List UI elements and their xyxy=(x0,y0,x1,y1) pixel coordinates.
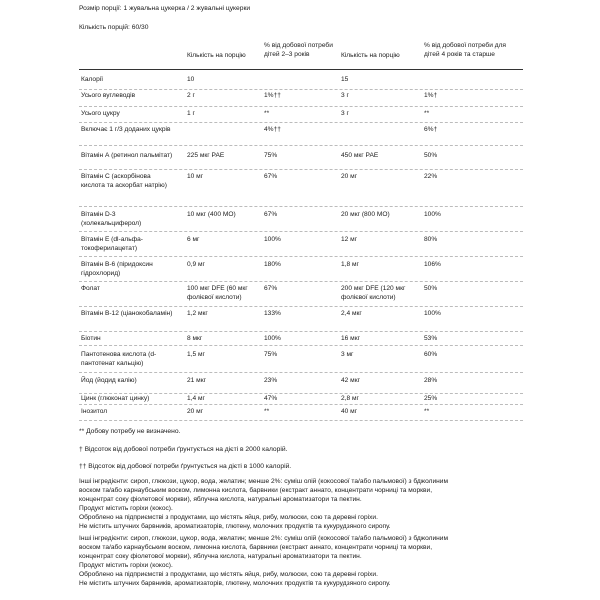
row-divider xyxy=(79,420,523,421)
row-divider xyxy=(79,145,523,146)
table-cell: 100% xyxy=(264,335,281,342)
table-cell: Вітамін D-3 (холекальциферол) xyxy=(81,211,142,227)
table-cell: 75% xyxy=(264,152,278,159)
table-cell: ** xyxy=(424,110,430,117)
table-cell: Цинк (глюконат цинку) xyxy=(81,395,150,402)
table-cell: 225 мкг РАЕ xyxy=(187,152,225,159)
table-cell: Вітамін B-12 (ціанокобаламін) xyxy=(81,310,173,317)
table-cell: 133% xyxy=(264,310,281,317)
table-cell: 6%† xyxy=(424,126,438,133)
table-cell: 100 мкг DFE (60 мкг фолієвої кислоти) xyxy=(187,285,248,301)
row-divider xyxy=(79,306,523,307)
table-cell: Йод (йодид калію) xyxy=(81,377,137,384)
table-cell: 2,8 мг xyxy=(341,395,359,402)
row-divider xyxy=(79,281,523,282)
table-cell: 22% xyxy=(424,173,438,180)
table-cell: 1,2 мкг xyxy=(187,310,208,317)
table-cell: 1,4 мг xyxy=(187,395,205,402)
table-cell: 25% xyxy=(424,395,438,402)
table-cell: 40 мг xyxy=(341,408,358,415)
table-cell: Калорії xyxy=(81,76,104,83)
table-cell: 10 xyxy=(187,76,195,83)
table-cell: 100% xyxy=(264,236,281,243)
row-divider xyxy=(79,69,523,70)
serving-size: Розмір порції: 1 жувальна цукерка / 2 жувальні цукерки xyxy=(79,5,251,12)
table-cell: ** xyxy=(424,408,430,415)
table-cell: 8 мкг xyxy=(187,335,203,342)
table-cell: ** xyxy=(264,408,270,415)
table-cell: 75% xyxy=(264,351,278,358)
table-cell: 80% xyxy=(424,236,438,243)
table-cell: 100% xyxy=(424,310,441,317)
ingredients-line: Продукт містить горіхи (кокос). xyxy=(79,504,173,512)
row-divider xyxy=(79,89,523,90)
table-cell: 1,5 мг xyxy=(187,351,205,358)
col-header-dv-child: % від добової потреби дітей 2–3 років xyxy=(264,42,333,58)
row-divider xyxy=(79,256,523,257)
row-divider xyxy=(79,331,523,332)
servings-count: Кількість порцій: 60/30 xyxy=(79,24,149,31)
table-cell: 10 мкг (400 МО) xyxy=(187,211,236,218)
table-cell: 3 г xyxy=(341,92,349,99)
table-cell: Усього цукру xyxy=(81,110,120,117)
footnote-not-established: ** Добову потребу не визначено. xyxy=(79,428,181,435)
table-cell: 1 г xyxy=(187,110,195,117)
table-cell: 67% xyxy=(264,173,278,180)
table-cell: Інозитол xyxy=(81,408,108,415)
table-cell: Вітамін E (dl-альфа-токоферилацетат) xyxy=(81,236,143,252)
table-cell: 15 xyxy=(341,76,349,83)
ingredients-line: Оброблено на підприємстві з продуктами, що містять яйця, рибу, молюски, сою та деревні горіхи. xyxy=(79,513,378,521)
ingredients-line: Продукт містить горіхи (кокос). xyxy=(79,561,173,569)
table-cell: 20 мг xyxy=(187,408,204,415)
table-cell: 67% xyxy=(264,285,278,292)
ingredients-block-1 xyxy=(79,478,529,532)
table-cell: 100% xyxy=(424,211,441,218)
table-cell: 28% xyxy=(424,377,438,384)
footnote-2000-cal: † Відсоток від добової потреби ґрунтується на дієті в 2000 калорій. xyxy=(79,446,288,453)
table-cell: Включає 1 г/3 доданих цукрів xyxy=(81,126,171,133)
table-cell: 200 мкг DFE (120 мкг фолієвої кислоти) xyxy=(341,285,406,301)
col-header-amount-child: Кількість на порцію xyxy=(187,52,246,59)
table-cell: 10 мг xyxy=(187,173,204,180)
col-header-dv-adult: % від добової потреби для дітей 4 років та старше xyxy=(424,42,506,58)
table-cell: 3 мг xyxy=(341,351,354,358)
table-cell: 42 мкг xyxy=(341,377,360,384)
table-cell: 1,8 мг xyxy=(341,261,359,268)
table-cell: 2,4 мкг xyxy=(341,310,362,317)
table-cell: 60% xyxy=(424,351,438,358)
table-cell: Вітамін А (ретинол пальмітат) xyxy=(81,152,173,159)
ingredients-block-2 xyxy=(79,535,529,589)
table-cell: 4%†† xyxy=(264,126,281,133)
ingredients-line: концентрат соку фіолетової моркви), яблучна кислота, натуральні ароматизатори та пектин. xyxy=(79,552,362,560)
table-cell: 20 мг xyxy=(341,173,358,180)
table-cell: 12 мг xyxy=(341,236,358,243)
table-cell: 23% xyxy=(264,377,278,384)
table-cell: 180% xyxy=(264,261,281,268)
row-divider xyxy=(79,345,523,346)
table-cell: 20 мкг (800 МО) xyxy=(341,211,390,218)
row-divider xyxy=(79,206,523,207)
ingredients-line: Інші інгредієнти: сироп, глюкози, цукор, вода, желатин; менше 2%: суміш олій (кокосової та/або пальмової) з бджолиним xyxy=(79,478,448,485)
table-cell: 50% xyxy=(424,285,438,292)
table-cell: Вітамін B-6 (піридоксин гідрохлорид) xyxy=(81,261,153,277)
table-cell: 50% xyxy=(424,152,438,159)
ingredients-line: Оброблено на підприємстві з продуктами, що містять яйця, рибу, молюски, сою та деревні горіхи. xyxy=(79,570,378,578)
table-cell: Пантотенова кислота (d-пантотенат кальцію) xyxy=(81,351,157,367)
ingredients-line: Не містить штучних барвників, ароматизаторів, глютену, молочних продуктів та кукурудзяного сиропу. xyxy=(79,522,391,530)
table-cell: 47% xyxy=(264,395,278,402)
table-cell: 1%† xyxy=(424,92,438,99)
row-divider xyxy=(79,122,523,123)
table-cell: 450 мкг РАЕ xyxy=(341,152,379,159)
row-divider xyxy=(79,372,523,373)
table-cell: Усього вуглеводів xyxy=(81,92,136,99)
table-cell: 106% xyxy=(424,261,441,268)
row-divider xyxy=(79,231,523,232)
table-cell: 6 мг xyxy=(187,236,200,243)
table-cell: 53% xyxy=(424,335,438,342)
table-cell: 16 мкг xyxy=(341,335,360,342)
row-divider xyxy=(79,169,523,170)
ingredients-line: воском та/або карнаубським воском, лимонна кислота, барвники (екстракт аннато, концентрати чорниці та моркви, xyxy=(79,543,433,551)
row-divider xyxy=(79,106,523,107)
table-cell: 21 мкг xyxy=(187,377,206,384)
table-cell: 3 г xyxy=(341,110,349,117)
col-header-amount-adult: Кількість на порцію xyxy=(341,52,400,59)
table-cell: ** xyxy=(264,110,270,117)
table-cell: 1%†† xyxy=(264,92,281,99)
ingredients-line: Інші інгредієнти: сироп, глюкози, цукор, вода, желатин; менше 2%: суміш олій (кокосової та/або пальмової) з бджолиним xyxy=(79,535,448,542)
ingredients-line: воском та/або карнаубським воском, лимонна кислота, барвники (екстракт аннато, концентрати чорниці та моркви, xyxy=(79,486,433,494)
table-cell: Біотин xyxy=(81,335,101,342)
row-divider xyxy=(79,404,523,405)
table-cell: Вітамін С (аскорбінова кислота та аскорбат натрію) xyxy=(81,173,167,189)
footnote-1000-cal: †† Відсоток від добової потреби ґрунтується на дієті в 1000 калорій. xyxy=(79,463,292,470)
ingredients-line: Не містить штучних барвників, ароматизаторів, глютену, молочних продуктів та кукурудзяного сиропу. xyxy=(79,579,391,587)
table-cell: 67% xyxy=(264,211,278,218)
ingredients-line: концентрат соку фіолетової моркви), яблучна кислота, натуральні ароматизатори та пектин. xyxy=(79,495,362,503)
table-cell: 2 г xyxy=(187,92,195,99)
table-cell: Фолат xyxy=(81,285,100,292)
row-divider xyxy=(79,393,523,394)
table-cell: 0,9 мг xyxy=(187,261,205,268)
